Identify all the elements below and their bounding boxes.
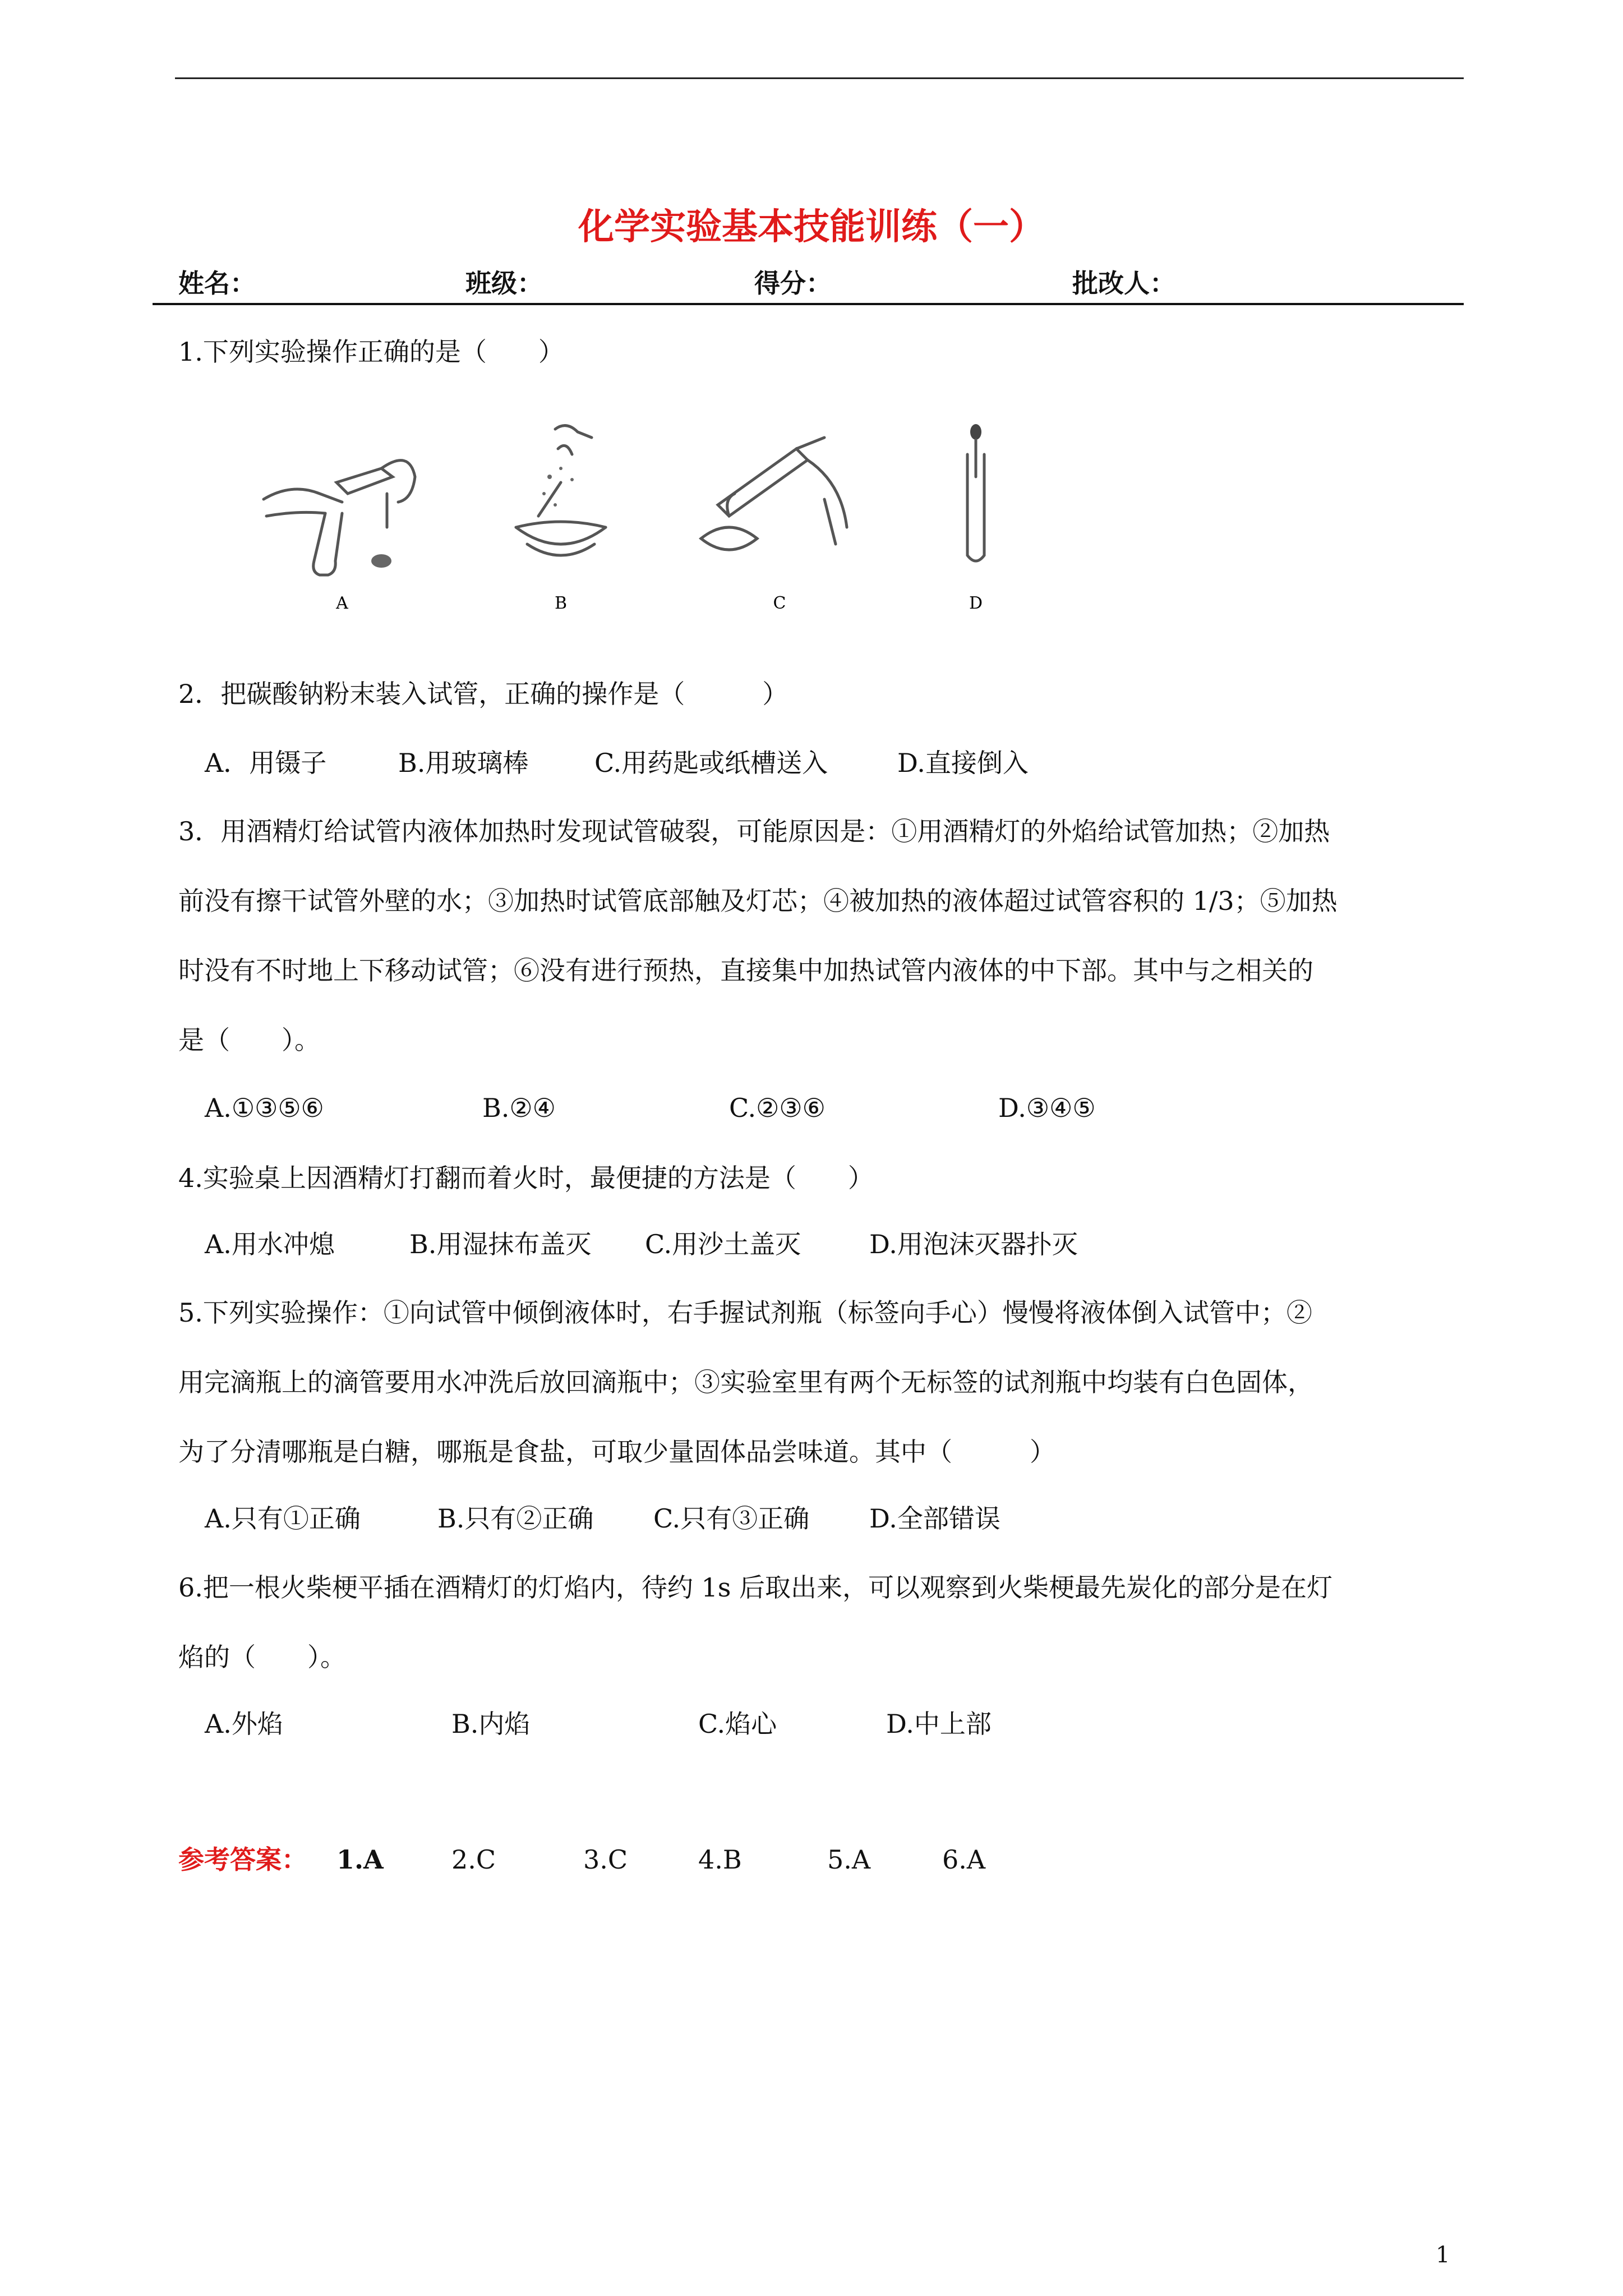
question-6-option-a: A.外焰 [205,1709,283,1739]
question-4-option-c: C.用沙土盖灭 [645,1229,801,1259]
question-3-line: 时没有不时地上下移动试管；⑥没有进行预热，直接集中加热试管内液体的中下部。其中与之相关的 [178,955,1313,986]
question-2-option-b: B.用玻璃棒 [398,748,529,778]
info-rule [153,303,1464,305]
figure-a-label: A [336,593,348,613]
answer-item: 6.A [942,1844,986,1875]
question-2-stem: 2．把碳酸钠粉末装入试管，正确的操作是（ ） [178,679,789,709]
question-6-line: 焰的（ ）。 [178,1642,346,1672]
question-4-option-d: D.用泡沫灭器扑灭 [869,1229,1078,1259]
question-2-option-c: C.用药匙或纸槽送入 [594,748,828,778]
question-3-option-d: D.③④⑤ [998,1093,1096,1123]
question-5-line: 5.下列实验操作：①向试管中倾倒液体时，右手握试剂瓶（标签向手心）慢慢将液体倒入试管中；② [178,1297,1312,1328]
question-5-option-a: A.只有①正确 [205,1503,361,1534]
grader-field-label: 批改人： [1072,268,1175,298]
figure-b [494,415,628,617]
question-3-line: 是（ ）。 [178,1025,320,1055]
figure-c-label: C [773,593,786,613]
figure-d-label: D [969,593,983,613]
figure-a-stopper [371,554,391,568]
question-5-line: 为了分清哪瓶是白糖，哪瓶是食盐，可取少量固体品尝味道。其中（ ） [178,1437,1055,1467]
answer-key-label: 参考答案： [178,1844,307,1875]
figure-d-bulb [970,424,981,440]
header-rule [175,77,1464,79]
answer-item: 5.A [827,1844,871,1875]
name-field-label: 姓名： [178,268,256,298]
question-6-line: 6.把一根火柴梗平插在酒精灯的灯焰内，待约 1s 后取出来，可以观察到火柴梗最先炭化的部分是在灯 [178,1572,1333,1603]
question-4-option-b: B.用湿抹布盖灭 [409,1229,592,1259]
question-2-option-a: A．用镊子 [205,748,327,778]
answer-item: 1.A [336,1844,384,1875]
answer-item: 2.C [451,1844,496,1875]
question-3-line: 前没有擦干试管外壁的水；③加热时试管底部触及灯芯；④被加热的液体超过试管容积的 1/3；⑤加热 [178,886,1338,916]
question-6-option-d: D.中上部 [886,1709,992,1739]
figure-b-label: B [554,593,568,613]
question-5-option-b: B.只有②正确 [437,1503,594,1534]
question-4-option-a: A.用水冲熄 [205,1229,335,1259]
page-title: 化学实验基本技能训练（一） [578,206,1045,248]
question-5-option-c: C.只有③正确 [653,1503,810,1534]
question-4-stem: 4.实验桌上因酒精灯打翻而着火时，最便捷的方法是（ ） [178,1163,874,1193]
class-field-label: 班级： [465,268,543,298]
question-3-option-a: A.①③⑤⑥ [205,1093,324,1123]
figure-a [258,415,426,617]
question-5-option-d: D.全部错误 [869,1503,1000,1534]
question-5-line: 用完滴瓶上的滴管要用水冲洗后放回滴瓶中；③实验室里有两个无标签的试剂瓶中均装有白色固体， [178,1367,1313,1397]
question-2-option-d: D.直接倒入 [897,748,1029,778]
question-6-option-c: C.焰心 [698,1709,777,1739]
question-3-option-c: C.②③⑥ [729,1093,826,1123]
answer-item: 4.B [698,1844,742,1875]
figure-c [695,415,864,617]
question-3-line: 3．用酒精灯给试管内液体加热时发现试管破裂，可能原因是：①用酒精灯的外焰给试管加热；②加热 [178,816,1330,846]
score-field-label: 得分： [754,268,832,298]
answer-item: 3.C [583,1844,628,1875]
figure-d [942,415,1009,617]
question-6-option-b: B.内焰 [451,1709,531,1739]
question-3-option-b: B.②④ [482,1093,556,1123]
question-1-stem: 1.下列实验操作正确的是（ ） [178,337,564,367]
page-number: 1 [1436,2242,1450,2268]
